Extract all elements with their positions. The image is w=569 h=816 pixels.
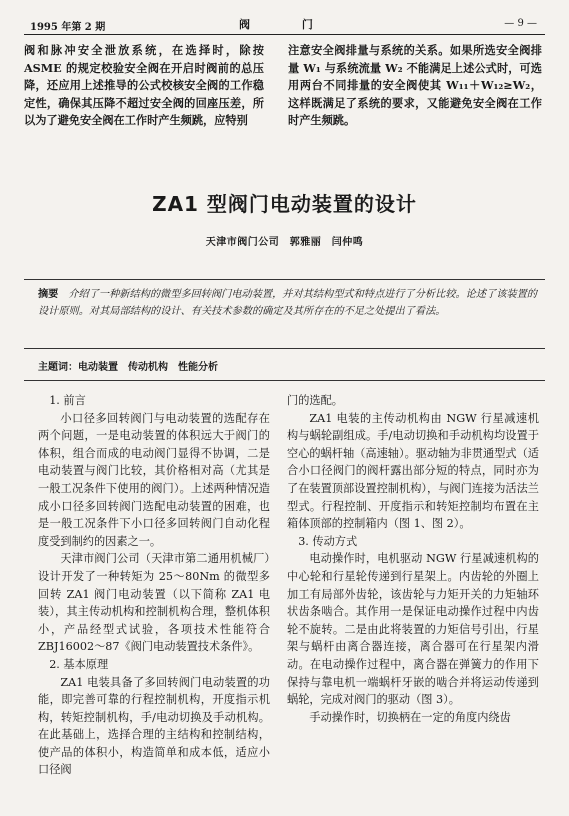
body-paragraph: 天津市阀门公司（天津市第二通用机械厂）设计开发了一种转矩为 25～80Nm 的微型多回转 ZA1 阀门电动装置（以下简称 ZA1 电装），其主传动机构和控制机构合理，整机体积小，产品经型式试验，各项技术性能符合 ZBJ16002～87《阀门电动装置技术条件》。: [38, 552, 270, 654]
page-number: — 9 —: [504, 18, 537, 29]
abstract: [38, 286, 538, 320]
running-header: [24, 14, 545, 35]
previous-article-text-left: 阀和脉冲安全泄放系统，在选择时，除按 ASME 的规定校验安全阀在开启时阀前的总压降，还应用上述推导的公式校核安全阀的工作稳定性，确保其压降不超过安全阀的回座压差，所以为了避免安全阀在工作时产生频跳，应特别: [24, 43, 264, 128]
abstract-label: 摘要: [38, 288, 59, 300]
body-paragraph: 手动操作时，切换柄在一定的角度内绕齿: [309, 710, 511, 724]
previous-article-text-right: 注意安全阀排量与系统的关系。如果所选安全阀排量 W₁ 与系统流量 W₂ 不能满足上述公式时，可选用两台不同排量的安全阀使其 W₁₁＋W₁₂≥W₂，这样既满足了系统的要求，又能避免安全阀在工作时产生频跳。: [288, 43, 542, 128]
article-title: ZA1 型阀门电动装置的设计: [152, 192, 417, 216]
body-paragraph: ZA1 电装具备了多回转阀门电动装置的功能，即完善可靠的行程控制机构，开度指示机构，转矩控制机构，手/电动切换及手动机构。在此基础上，选择合理的主结构和控制结构，使产品的体积小，构造简单和成本低，适应小口径阀: [38, 675, 270, 777]
section-heading: 2. 基本原理: [49, 657, 109, 671]
journal-name: 阀 门: [239, 18, 337, 31]
keywords: 主题词：电动装置 传动机构 性能分析: [38, 362, 218, 373]
previous-article-right-column: [288, 42, 542, 130]
article-authors: 天津市阀门公司 郭雅丽 闫仲鸣: [205, 237, 364, 248]
section-heading: 3. 传动方式: [298, 534, 358, 548]
section-heading: 1. 前言: [49, 394, 86, 407]
body-paragraph: 电动操作时，电机驱动 NGW 行星减速机构的中心轮和行星轮传递到行星架上。内齿轮的外圈上加工有局部外齿轮，该齿轮与力矩开关的力矩轴环状齿条啮合。其作用一是保证电动操作过程中内齿轮不旋转。二是由此将装置的力矩信号引出，行星架与蜗杆由离合器连接，离合器可在行星架内滑动。在电动操作过程中，离合器在弹簧力的作用下保持与靠电机一端蜗杆牙嵌的啮合并将运动传递到蜗轮，完成对阀门的驱动（图 3）。: [287, 552, 539, 707]
abstract-text: 介绍了一种新结构的微型多回转阀门电动装置，并对其结构型式和特点进行了分析比较。论述了该装置的设计原则。对其局部结构的设计、有关技术参数的确定及其所存在的不足之处提出了看法。: [38, 289, 537, 317]
previous-article-left-column: [24, 42, 264, 130]
body-paragraph: 门的选配。: [287, 394, 343, 407]
keywords-rule: [24, 380, 545, 381]
body-paragraph: ZA1 电装的主传动机构由 NGW 行星减速机构与蜗轮副组成。手/电动切换和手动机构均设置于空心的蜗杆轴（高速轴）。驱动轴为非贯通型式（适合小口径阀门的阀杆露出部分短的特点，同时亦为了在装置顶部设置控制机构），与阀门连接为活法兰型式。行程控制、开度指示和转矩控制均布置在主箱体顶部的控制箱内（图 1、图 2）。: [287, 411, 539, 531]
body-left-column: [38, 392, 270, 779]
issue-label: 1995 年第 2 期: [30, 22, 106, 33]
body-right-column: [287, 392, 539, 726]
abstract-bottom-rule: [24, 348, 545, 349]
body-paragraph: 小口径多回转阀门与电动装置的选配存在两个问题，一是电动装置的体积远大于阀门的体积，组合而成的电动阀门显得不协调，二是电动装置与阀门比较，其价格相对高（尤其是一般工况条件下使用的阀门）。上述两种情况造成小口径多回转阀门选配电动装置的困难，也是一般工况条件下小口径多回转阀门自动化程度受到制约的因素之一。: [38, 411, 270, 548]
abstract-top-rule: [24, 279, 545, 280]
